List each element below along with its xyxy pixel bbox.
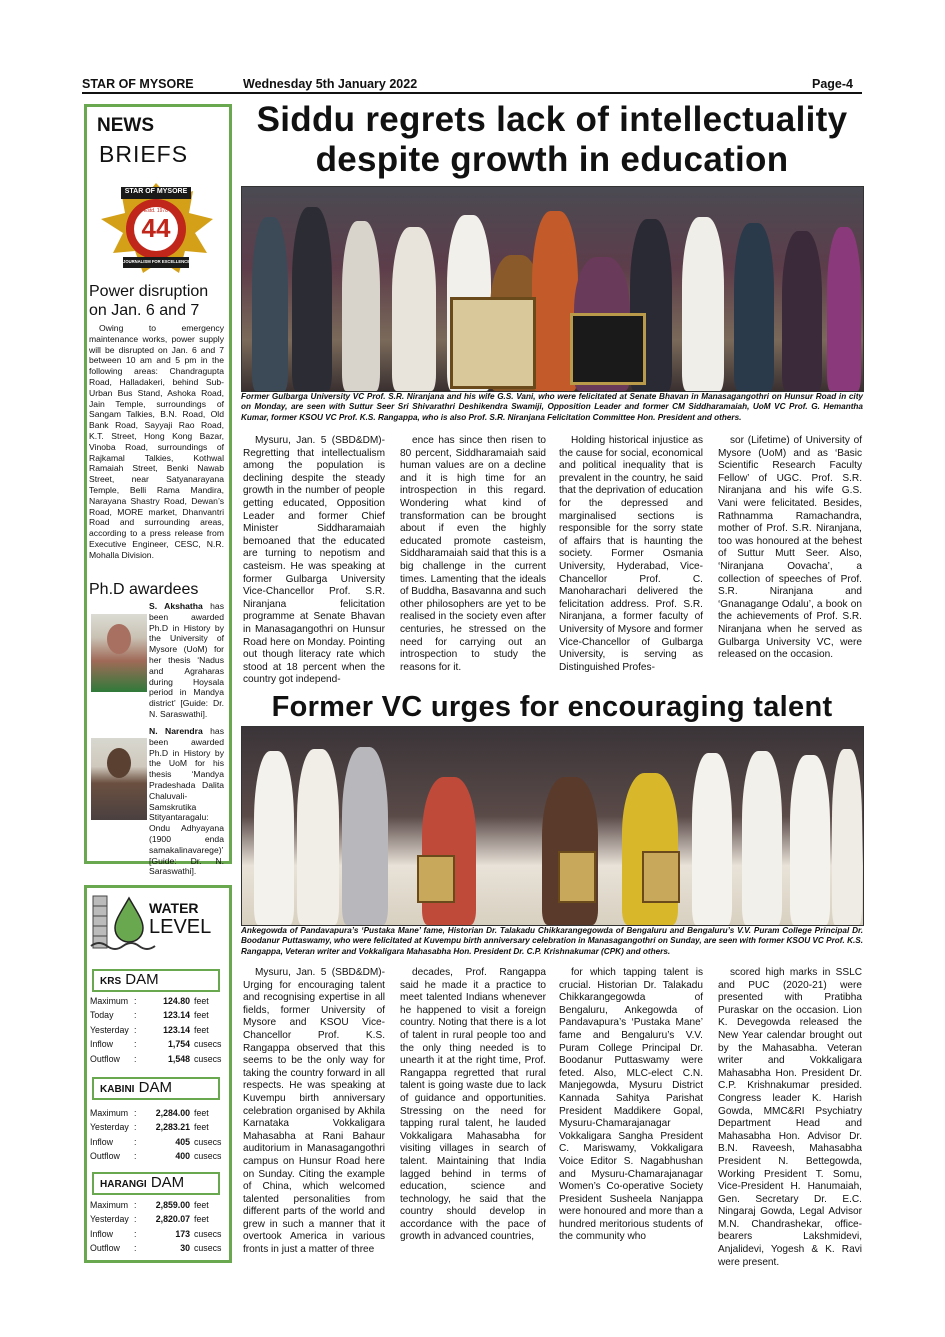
harangi-row-yesterday: Yesterday : 2,820.07 feet [90, 1212, 222, 1226]
row-label: Yesterday [90, 1122, 129, 1133]
row-value: 123.14 [163, 1010, 190, 1021]
kabini-row-yesterday: Yesterday : 2,283.21 feet [90, 1120, 222, 1134]
row-label: Maximum [90, 1108, 129, 1118]
story1-col1-text: Mysuru, Jan. 5 (SBD&DM)- Regretting that intellectualism among the population is declining despite the steady growth in the number of people getting educated, Opposition Leader and former Chief Minister Siddharamaiah bemoaned that the educated are turning to nepotism and casteism. He was speaking at former Gulbarga University Vice-Chancellor Prof. S.R. Niranjana felicitation programme at Senate Bhavan in Manasagangothri on Hunsur Road here on Monday. Pointing out though literacy rate which stood at 18 percent when the country got independ- [243, 435, 385, 686]
row-unit: cusecs [194, 1151, 222, 1162]
phd-heading: Ph.D awardees [89, 581, 199, 598]
briefs-title: BRIEFS [99, 141, 189, 167]
story1-column-2 [400, 435, 546, 685]
logo-number: 44 [141, 213, 171, 243]
story2-col1-text: Mysuru, Jan. 5 (SBD&DM)- Urging for encouraging talent and recognising expertise in all fields, former University of Mysore and KSOU Vice-Chancellor Prof. K.S. Rangappa observed that this seems to be the only way for taking the country forward in all respects. He was speaking at Kuvempu birth anniversary celebration organised by Akhila Karnataka Vokkaligara Mahasabha at Rani Bahaur auditorium in Manasagangothri campus on Hunsur Road here on Sunday. Citing the example of China, which welcomed talented personalities from different parts of the world and grew in such a manner that it overtook America in various fronts in just a matter of three [243, 967, 385, 1256]
row-unit: feet [194, 996, 209, 1006]
harangi-name: HARANGI [100, 1179, 147, 1190]
krs-row-outflow: Outflow : 1,548 cusecs [90, 1052, 222, 1066]
harangi-row-inflow: Inflow : 173 cusecs [90, 1227, 222, 1241]
news-briefs-box [84, 104, 232, 877]
story2-column-1 [243, 967, 385, 1261]
row-value: 1,754 [167, 1039, 190, 1050]
row-unit: feet [194, 1024, 209, 1035]
row-label: Inflow [90, 1039, 113, 1050]
phd2-name: N. Narendra [149, 726, 203, 736]
water-drop-icon [91, 892, 151, 952]
row-value: 2,283.21 [155, 1122, 190, 1133]
row-value: 2,859.00 [155, 1200, 190, 1210]
story2-col3-text: for which tapping talent is crucial. Historian Dr. Talakadu Chikkarangegowda of Bengaluru, Ankegowda of Pandavapura’s ‘Pustaka Mane’ fame and Bengaluru’s V.V. Puram College Principal Dr. Boodanur Puttaswamy were feted. Also, MLC-elect C.N. Manjegowda, Mysuru District Kannada Sahitya Parishat President Maddikere Gopal, Mysuru-Chamarajanagar Vokkaligara Sangha President C. Mariswamy, Vokkaligara Voice Editor S. Nagabhushan and Mysuru-Chamarajanagar Women’s Co-operative Society President Susheela Nanjappa were honoured and more than a hundred meritorious students of the community who [559, 967, 703, 1243]
kabini-dam-table [90, 1106, 222, 1164]
row-value: 1,548 [167, 1053, 190, 1064]
row-label: Yesterday [90, 1214, 129, 1225]
row-label: Today [90, 1010, 114, 1021]
power-heading-2: on Jan. 6 and 7 [89, 302, 200, 319]
harangi-dam-title [92, 1172, 220, 1195]
row-label: Maximum [90, 1200, 129, 1210]
row-unit: feet [194, 1010, 209, 1021]
paper-name: STAR OF MYSORE [82, 77, 194, 91]
row-label: Maximum [90, 996, 129, 1006]
kabini-row-max: Maximum : 2,284.00 feet [90, 1106, 222, 1120]
row-unit: cusecs [194, 1136, 222, 1147]
page-number: Page-4 [812, 77, 853, 91]
krs-row-inflow: Inflow : 1,754 cusecs [90, 1037, 222, 1051]
phd1-block [89, 601, 224, 720]
story2-caption: Ankegowda of Pandavapura’s ‘Pustaka Mane’ fame, Historian Dr. Talakadu Chikkarangegowda of Bengaluru and Bengaluru’s V.V. Puram College Principal Dr. Boodanur Puttaswamy, who were felicitated at Kuvempu birth anniversary celebration in Manasagangothri on Sunday, are seen with former KSOU VC Prof. K.S. Rangappa, Veteran writer and Vokkaligara Mahasabha Hon. President Dr. C.P. Krishnakumar (CPK) and others. [241, 926, 863, 956]
row-label: Outflow [90, 1053, 120, 1064]
story2-column-2 [400, 967, 546, 1261]
row-label: Inflow [90, 1228, 113, 1239]
harangi-dam-label: DAM [150, 1174, 185, 1191]
krs-dam-title [92, 969, 220, 992]
row-label: Outflow [90, 1243, 120, 1254]
story1-headline-line1: Siddu regrets lack of intellectuality [256, 100, 848, 139]
row-unit: feet [194, 1122, 209, 1133]
row-value: 123.14 [163, 1024, 190, 1035]
row-value: 30 [180, 1243, 190, 1254]
harangi-dam-table [90, 1198, 222, 1256]
story2-col2-text: decades, Prof. Rangappa said he made it a practice to meet talented Indians whenever he happened to visit a foreign country. Noting that there is a lot of talent in rural people too and the only thing needed is to unearth it at the right time, Prof. Rangappa regretted that rural talent is going waste due to lack of guidance and opportunities. Stressing on the need for tapping rural talent, he lauded Vokkaligara Mahasabha for visiting villages in search of talent. Maintaining that India lagged behind in terms of education, science and technology, he said that the country should develop in accordance with the pace of growth in advanced countries, [400, 967, 546, 1243]
water-title: WATER [149, 900, 199, 916]
row-value: 2,820.07 [155, 1214, 190, 1225]
felicitation-photo-2 [241, 726, 864, 926]
logo-estd-text: Estd. 1978 [144, 208, 168, 214]
story1-headline-line2: despite growth in education [315, 140, 789, 179]
row-unit: cusecs [194, 1039, 222, 1050]
phd2-text: has been awarded Ph.D in History by the UoM for his thesis ‘Mandya Pradeshada Dalita Chaluvali-Samskrutika Stityantaragalu: Ondu Adhyayana (1900 enda samakalinavarege)’ [Guide: Dr. N. Saraswathi]. [149, 726, 224, 877]
kabini-dam-label: DAM [138, 1079, 172, 1096]
story1-headline [240, 100, 864, 180]
row-unit: feet [194, 1200, 209, 1210]
story2-col4-text: scored high marks in SSLC and PUC (2020-21) were presented with Pratibha Puraskar on the occasion. Lion K. Devegowda released the New Year calendar brought out by the Mahasabha. Veteran writer and Vokkaligara Mahasabha Hon. President Dr. C.P. Krishnakumar presided. Congress leader K. Harish Gowda, MMC&RI Psychiatry Department Head and Mahasabha Hon. Advisor Dr. B.N. Raveesh, Mahasabha President N. Bettegowda, Working President T. Somu, Vice-President H. Hanumaiah, Gen. Secretary Dr. E.C. Ningaraj Gowda, Legal Advisor M.N. Chandrashekar, office-bearers Lakshmidevi, Anjalidevi, Yogesh & K. Ravi were present. [718, 967, 862, 1268]
story1-column-1 [243, 435, 385, 685]
kabini-dam-title [92, 1077, 220, 1100]
story2-headline: Former VC urges for encouraging talent [271, 691, 833, 723]
story1-column-4 [718, 435, 862, 685]
krs-name: KRS [100, 976, 122, 987]
harangi-row-outflow: Outflow : 30 cusecs [90, 1241, 222, 1255]
row-label: Yesterday [90, 1024, 129, 1035]
story1-col2-text: ence has since then risen to 80 percent, Siddharamaiah said human values are on a decline and it is high time for an introspection in this regard. Wondering what kind of transformation can be brought about if even the highly educated promote casteism, Siddharamaiah said that this is a big challenge in the current times. Lamenting that the ideals of Buddha, Basavanna and such other philosophers are yet to be realised in the society even after centuries, he stressed on the need for carrying out an introspection to study the reasons for it. [400, 435, 546, 673]
row-value: 405 [175, 1136, 190, 1147]
phd2-block [89, 726, 224, 877]
row-unit: cusecs [194, 1243, 222, 1254]
news-title: NEWS [97, 115, 154, 136]
row-label: Outflow [90, 1151, 120, 1162]
row-value: 2,284.00 [155, 1108, 190, 1118]
kabini-name: KABINI [100, 1084, 135, 1095]
row-unit: feet [194, 1214, 209, 1225]
kabini-row-inflow: Inflow : 405 cusecs [90, 1135, 222, 1149]
issue-date: Wednesday 5th January 2022 [243, 77, 418, 91]
row-value: 173 [175, 1228, 190, 1239]
story1-col4-text: sor (Lifetime) of University of Mysore (UoM) and as ‘Basic Scientific Research Faculty Fellow’ of UGC. Prof. S.R. Niranjana and his wife G.S. Vani were felicitated. Besides, Rathnamma Ramachandra, mother of Prof. S.R. Niranjana, too was honoured at the behest of Suttur Mutt Seer. Also, ‘Niranjana Oovacha’, a collection of speeches of Prof. S.R. Niranjana and ‘Gnanagange Odalu’, a book on the achievements of Prof. S.R. Niranjana when he served as Gulbarga University VC, were released on the occasion. [718, 435, 862, 661]
phd1-text: has been awarded Ph.D in History by the University of Mysore (UoM) for her thesis ‘Nadus and Agraharas during Hoysala period in Mandya district’ [Guide: Dr. N. Saraswathi]. [149, 601, 224, 719]
harangi-row-max: Maximum : 2,859.00 feet [90, 1198, 222, 1212]
logo-bottom-text: JOURNALISM FOR EXCELLENCE [123, 259, 191, 264]
logo-top-text: STAR OF MYSORE [124, 188, 188, 195]
krs-row-yesterday: Yesterday : 123.14 feet [90, 1023, 222, 1037]
row-unit: cusecs [194, 1053, 222, 1064]
story1-column-3 [559, 435, 703, 685]
level-title: LEVEL [149, 916, 212, 938]
kabini-row-outflow: Outflow : 400 cusecs [90, 1149, 222, 1163]
story2-column-3 [559, 967, 703, 1261]
power-heading-1: Power disruption [89, 283, 209, 300]
story1-caption: Former Gulbarga University VC Prof. S.R. Niranjana and his wife G.S. Vani, who were felicitated at Senate Bhavan in Manasagangothri on Hunsur Road in city on Monday, are seen with Suttur Seer Sri Shivarathri Deshikendra Swamiji, Opposition Leader and former CM Siddharamaiah, UoM VC Prof. G. Hemantha Kumar, former KSOU VC Prof. K.S. Rangappa, who is also Prof. S.R. Niranjana Felicitation Committee Hon. President and others. [241, 392, 863, 422]
krs-row-today: Today : 123.14 feet [90, 1008, 222, 1022]
krs-row-max: Maximum : 124.80 feet [90, 994, 222, 1008]
row-label: Inflow [90, 1136, 113, 1147]
phd1-name: S. Akshatha [149, 601, 203, 611]
row-unit: feet [194, 1108, 209, 1118]
row-value: 124.80 [163, 996, 190, 1006]
krs-dam-table [90, 994, 222, 1066]
story2-column-4 [718, 967, 862, 1268]
star-of-mysore-44-logo [91, 177, 221, 281]
power-disruption-text: Owing to emergency maintenance works, power supply will be disrupted on Jan. 6 and 7 between 10 am and 5 pm in the following areas: Chandragupta Road, Halladakeri, behind Sub-Urban Bus Stand, Ashoka Road, Jain Temple, surroundings of Sangam Talkies, B.N. Road, Old Bank Road, Sayyaji Rao Road, K.T. Street, Hong Kong Bazar, Vinoba Road, surroundings of Rajkamal Talkies, Kothwal Ramaiah Street, Benki Nawab Street, near Satyanarayana Temple, Belli Rama Mandira, Narayana Shastry Road, Dewan’s Road, MORE market, Dhanvantri Road and surrounding areas, according to a press release from Executive Engineer, CESC, N.R. Mohalla Division. [89, 323, 224, 560]
krs-dam-label: DAM [125, 971, 159, 988]
felicitation-photo-1 [241, 186, 864, 392]
story1-col3-text: Holding historical injustice as the cause for social, economical and political inequality that is prevalent in the country, he said that the deprivation of education for the depressed and marginalised sections is responsible for the sorry state of affairs that is haunting the society. Former Osmania University, Hyderabad, Vice-Chancellor Prof. C. Manoharachari delivered the felicitation address. Prof. S.R. Niranjana, a former faculty of University of Mysore and former Vice-Chancellor of Gulbarga University, is serving as Distinguished Profes- [559, 435, 703, 673]
row-value: 400 [175, 1151, 190, 1162]
row-unit: cusecs [194, 1228, 222, 1239]
header-rule [82, 92, 862, 94]
